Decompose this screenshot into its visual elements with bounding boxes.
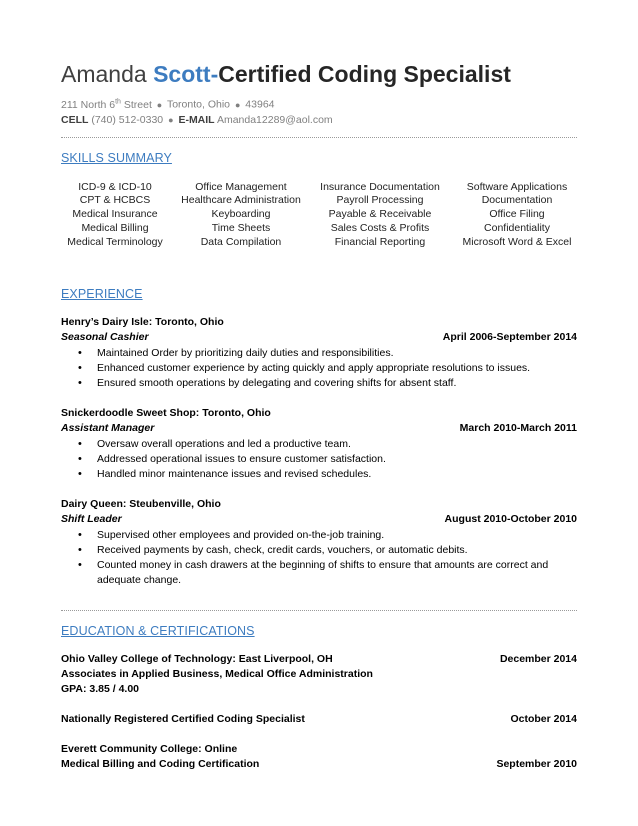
list-item: • Ensured smooth operations by delegating and covering shifts for absent staff. [61,376,577,391]
job-entry [61,315,577,391]
skill-item: Payroll Processing [336,194,424,207]
job-dates: March 2010-March 2011 [459,422,577,435]
skill-item: Payable & Receivable [328,208,432,221]
skill-item: Insurance Documentation [320,180,440,193]
resume-page [61,60,577,772]
first-name: Amanda [61,61,147,87]
skills-column [457,181,577,250]
skill-item: Healthcare Administration [181,194,301,207]
skills-summary-heading: SKILLS SUMMARY [61,150,172,165]
list-item: • Counted money in cash drawers at the beginning of shifts to ensure that amounts are correct and adequate change. [61,558,577,588]
skills-grid [61,181,577,250]
skill-item: Medical Terminology [67,235,163,248]
skills-column [313,181,447,250]
skill-item: Confidentiality [484,221,550,234]
email-value[interactable]: Amanda12289@aol.com [216,113,333,126]
education-entry [61,652,577,697]
address-line [61,94,577,113]
job-dates: August 2010-October 2010 [444,513,577,526]
list-item: • Addressed operational issues to ensure customer satisfaction. [61,452,577,467]
skill-item: Software Applications [466,180,568,193]
list-item: • Received payments by cash, check, credit cards, vouchers, or automatic debits. [61,543,577,558]
skill-item: Financial Reporting [334,235,426,248]
section-divider [61,137,577,138]
list-item: • Oversaw overall operations and led a productive team. [61,437,577,452]
education-entry [61,742,577,772]
skill-item: Medical Billing [81,221,149,234]
education-date: September 2010 [496,758,577,771]
job-role: Seasonal Cashier [61,331,149,344]
separator-dot: ● [168,114,174,125]
cell-label: CELL [61,113,89,126]
skill-item: Data Compilation [200,235,282,248]
skill-item: Sales Costs & Profits [330,221,430,234]
job-role-row [61,421,577,436]
skill-item: Medical Insurance [72,208,158,221]
skill-item: Office Management [195,180,287,193]
degree: Associates in Applied Business, Medical Office Administration [61,668,373,681]
separator-dot: ● [156,99,163,110]
city: Toronto, Ohio [166,98,231,111]
education-date: October 2014 [510,713,577,726]
job-role-row [61,330,577,345]
list-item: • Supervised other employees and provided on-the-job training. [61,528,577,543]
cell-value: (740) 512-0330 [91,113,164,126]
education-heading: EDUCATION & CERTIFICATIONS [61,624,255,639]
job-company: Dairy Queen: Steubenville, Ohio [61,498,221,511]
skills-column [179,181,303,250]
job-dates: April 2006-September 2014 [442,331,577,344]
separator-dot: ● [234,99,241,110]
job-role: Shift Leader [61,513,122,526]
skill-item: Time Sheets [211,221,271,234]
skill-item: CPT & HCBCS [79,194,151,207]
job-role-row [61,512,577,527]
zip-code: 43964 [245,98,275,111]
resume-header-name [61,60,577,88]
last-name: Scott- [153,61,219,87]
skill-item: Documentation [481,194,553,207]
job-entry [61,406,577,482]
contact-line [61,113,577,128]
experience-heading: EXPERIENCE [61,287,143,302]
school-name: Ohio Valley College of Technology: East Liverpool, OH [61,653,333,666]
education-row [61,757,577,772]
education-row [61,652,577,667]
certification-name: Medical Billing and Coding Certification [61,758,260,771]
email-label: E-MAIL [178,113,215,126]
job-role: Assistant Manager [61,422,155,435]
skill-item: Keyboarding [211,208,271,221]
job-company: Henry’s Dairy Isle: Toronto, Ohio [61,316,224,329]
job-title-heading: Certified Coding Specialist [218,61,511,87]
gpa: GPA: 3.85 / 4.00 [61,683,140,696]
job-bullets [61,346,577,391]
list-item: • Maintained Order by prioritizing daily duties and responsibilities. [61,346,577,361]
skills-column [61,181,169,250]
skill-item: Office Filing [489,208,545,221]
education-row [61,712,577,727]
job-entry [61,497,577,588]
job-bullets [61,528,577,588]
certification-name: Nationally Registered Certified Coding Specialist [61,713,305,726]
job-bullets [61,437,577,482]
skill-item: Microsoft Word & Excel [462,235,572,248]
education-entry [61,712,577,727]
job-company: Snickerdoodle Sweet Shop: Toronto, Ohio [61,407,271,420]
school-name: Everett Community College: Online [61,743,238,756]
section-divider [61,610,577,611]
list-item: • Enhanced customer experience by acting quickly and apply appropriate resolutions to issues. [61,361,577,376]
list-item: • Handled minor maintenance issues and revised schedules. [61,467,577,482]
street-address: 211 North 6th Street [61,98,152,111]
skill-item: ICD-9 & ICD-10 [78,180,152,193]
education-date: December 2014 [499,653,577,666]
